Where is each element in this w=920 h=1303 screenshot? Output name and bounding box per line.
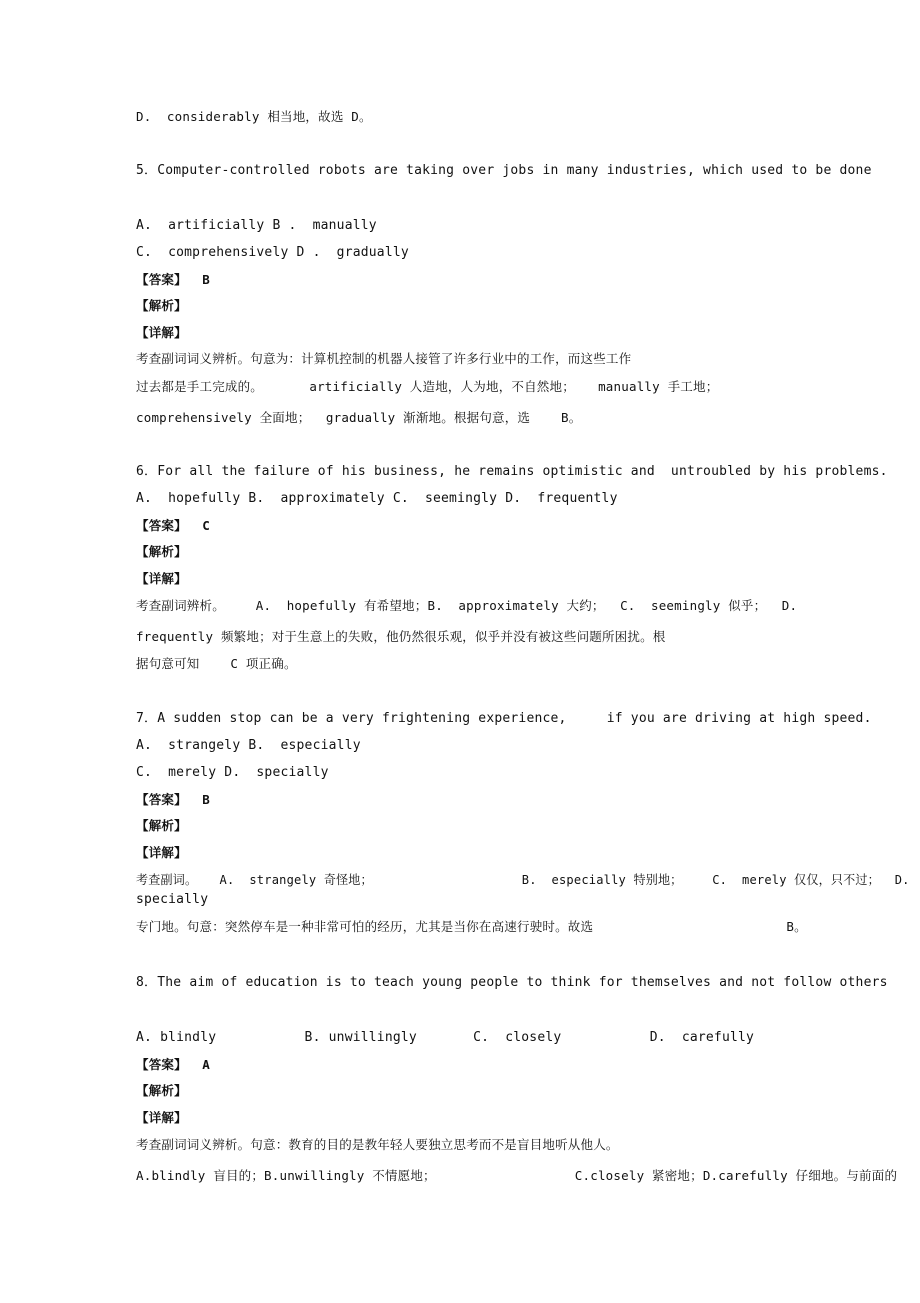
q8-detail-heading: 【详解】 — [136, 1110, 187, 1125]
q5-options-cd: C. comprehensively D . gradually — [136, 245, 409, 260]
q7-explanation-2: specially — [136, 892, 209, 907]
q8-explanation-1: 考查副词词义辨析。句意：教育的目的是教年轻人要独立思考而不是盲目地听从他人。 — [136, 1137, 619, 1152]
q6-options: A. hopefully B. approximately C. seemingly D. frequently — [136, 491, 618, 506]
q5-detail-heading: 【详解】 — [136, 325, 187, 340]
q8-answer: 【答案】 A — [136, 1057, 210, 1072]
q7-detail-heading: 【详解】 — [136, 845, 187, 860]
q5-explanation-2: 过去都是手工完成的。 artificially 人造地，人为地，不自然地； manually 手工地； — [136, 379, 719, 394]
q5-answer: 【答案】 B — [136, 272, 210, 287]
q7-explanation-1: 考查副词。 A. strangely 奇怪地； B. especially 特别地； C. merely 仅仅，只不过； D. — [136, 872, 910, 887]
q6-detail-heading: 【详解】 — [136, 571, 187, 586]
q8-analysis-heading: 【解析】 — [136, 1083, 187, 1098]
q6-explanation-2: frequently 频繁地；对于生意上的失败，他仍然很乐观，似乎并没有被这些问题所困扰。根 — [136, 629, 666, 644]
q7-question: 7．A sudden stop can be a very frightening experience, if you are driving at high speed. — [136, 711, 872, 726]
q8-question: 8．The aim of education is to teach young people to think for themselves and not follow others — [136, 975, 888, 990]
q4-answer-tail: D. considerably 相当地，故选 D。 — [136, 109, 372, 124]
q6-question: 6．For all the failure of his business, he remains optimistic and untroubled by his problems. — [136, 464, 888, 479]
q6-explanation-3: 据句意可知 C 项正确。 — [136, 656, 297, 671]
q8-options: A. blindly B. unwillingly C. closely D. carefully — [136, 1030, 755, 1045]
q6-explanation-1: 考查副词辨析。 A. hopefully 有希望地；B. approximately 大约； C. seemingly 似乎； D. — [136, 598, 798, 613]
q5-question: 5．Computer-controlled robots are taking over jobs in many industries, which used to be done — [136, 163, 872, 178]
q7-options-ab: A. strangely B. especially — [136, 738, 361, 753]
q5-explanation-1: 考查副词词义辨析。句意为：计算机控制的机器人接管了许多行业中的工作，而这些工作 — [136, 351, 632, 366]
q7-explanation-3: 专门地。句意：突然停车是一种非常可怕的经历，尤其是当你在高速行驶时。故选 B。 — [136, 919, 807, 934]
q8-explanation-2: A.blindly 盲目的；B.unwillingly 不情愿地； C.closely 紧密地；D.carefully 仔细地。与前面的 — [136, 1168, 898, 1183]
q7-analysis-heading: 【解析】 — [136, 818, 187, 833]
q7-answer: 【答案】 B — [136, 792, 210, 807]
q6-answer: 【答案】 C — [136, 518, 210, 533]
q5-explanation-3: comprehensively 全面地； gradually 渐渐地。根据句意，选 B。 — [136, 410, 582, 425]
q5-options-ab: A. artificially B . manually — [136, 218, 377, 233]
q7-options-cd: C. merely D. specially — [136, 765, 329, 780]
q6-analysis-heading: 【解析】 — [136, 544, 187, 559]
q5-analysis-heading: 【解析】 — [136, 298, 187, 313]
